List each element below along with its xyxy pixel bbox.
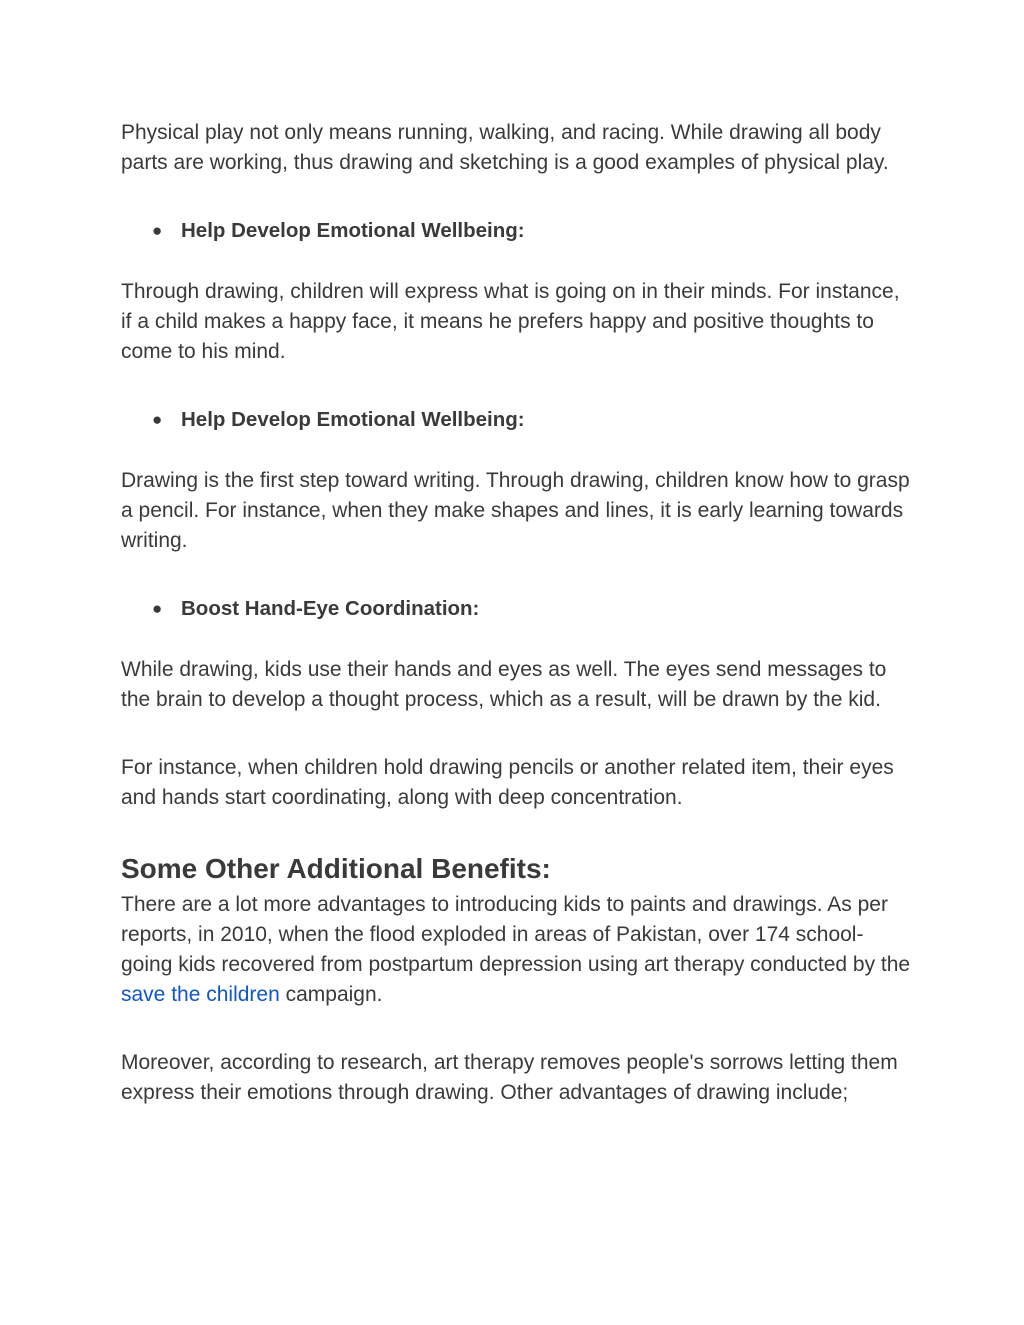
bullet-label: Help Develop Emotional Wellbeing: — [181, 219, 525, 242]
bullet-hand-eye-coordination — [121, 594, 911, 624]
benefits-text-after-link: campaign. — [279, 983, 383, 1006]
paragraph-writing: Drawing is the first step toward writing. Through drawing, children know how to grasp a pencil. For instance, when they make shapes and lines, it is early learning towards writing. — [121, 469, 910, 552]
bullet-dot-icon: ● — [152, 410, 163, 429]
bullet-emotional-wellbeing-2 — [121, 405, 911, 435]
save-the-children-link[interactable]: save the children — [121, 983, 280, 1006]
bullet-emotional-wellbeing-1 — [121, 216, 911, 246]
bullet-label: Help Develop Emotional Wellbeing: — [181, 408, 525, 431]
section-heading-additional-benefits: Some Other Additional Benefits: — [121, 853, 551, 884]
paragraph-physical-play: Physical play not only means running, walking, and racing. While drawing all body parts are working, thus drawing and sketching is a good examples of physical play. — [121, 121, 889, 174]
paragraph-coordination-example: For instance, when children hold drawing pencils or another related item, their eyes and hands start coordinating, along with deep concentration. — [121, 756, 894, 809]
bullet-dot-icon: ● — [152, 599, 163, 618]
paragraph-research: Moreover, according to research, art therapy removes people's sorrows letting them express their emotions through drawing. Other advantages of drawing include; — [121, 1051, 898, 1104]
bullet-label: Boost Hand-Eye Coordination: — [181, 597, 480, 620]
paragraph-benefits-intro — [121, 890, 911, 1010]
bullet-dot-icon: ● — [152, 221, 163, 240]
paragraph-emotional: Through drawing, children will express what is going on in their minds. For instance, if a child makes a happy face, it means he prefers happy and positive thoughts to come to his mind. — [121, 280, 900, 363]
benefits-text-before-link: There are a lot more advantages to introducing kids to paints and drawings. As per reports, in 2010, when the flood exploded in areas of Pakistan, over 174 school-going kids recovered from postpartum depression using art therapy conducted by the — [121, 893, 911, 976]
paragraph-coordination: While drawing, kids use their hands and eyes as well. The eyes send messages to the brain to develop a thought process, which as a result, will be drawn by the kid. — [121, 658, 887, 711]
document-page — [121, 118, 911, 1108]
